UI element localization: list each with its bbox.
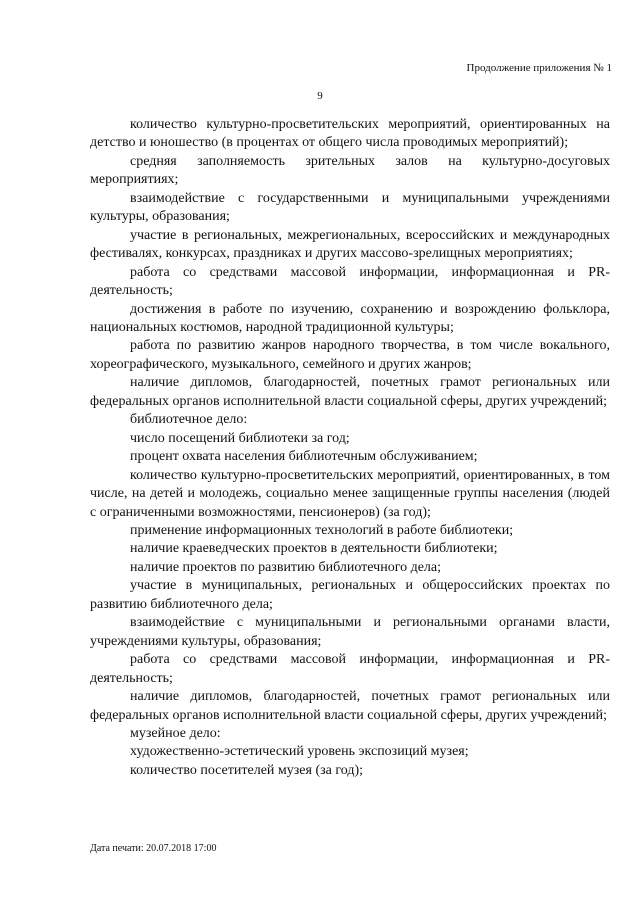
paragraph: взаимодействие с муниципальными и региональными органами власти, учреждениями культуры, образования; <box>90 615 610 649</box>
section-heading-library: библиотечное дело: <box>130 412 248 428</box>
paragraph: работа со средствами массовой информации, информационная и PR-деятельность; <box>90 264 610 299</box>
paragraph: наличие проектов по развитию библиотечного дела; <box>130 559 442 575</box>
section-heading-museum: музейное дело: <box>130 725 221 741</box>
paragraph: работа по развитию жанров народного творчества, в том числе вокального, хореографического, музыкального, семейного и других жанров; <box>90 338 610 372</box>
paragraph: наличие краеведческих проектов в деятельности библиотеки; <box>130 541 498 557</box>
paragraph: наличие дипломов, благодарностей, почетных грамот региональных или федеральных органов исполнительной власти социальной сферы, других учреждений; <box>90 689 610 723</box>
paragraph: взаимодействие с государственными и муниципальными учреждениями культуры, образования; <box>90 190 610 225</box>
paragraph: работа со средствами массовой информации, информационная и PR-деятельность; <box>90 652 610 686</box>
paragraph: количество посетителей музея (за год); <box>130 762 364 778</box>
paragraph: средняя заполняемость зрительных залов на культурно-досуговых мероприятиях; <box>90 153 610 188</box>
document-body <box>90 116 610 780</box>
paragraph: применение информационных технологий в работе библиотеки; <box>130 522 514 538</box>
paragraph: участие в региональных, межрегиональных, всероссийских и международных фестивалях, конкурсах, праздниках и других массово-зрелищных мероприятиях; <box>90 227 610 262</box>
paragraph: достижения в работе по изучению, сохранению и возрождению фольклора, национальных костюмов, народной традиционной культуры; <box>90 301 610 335</box>
paragraph: участие в муниципальных, региональных и общероссийских проектах по развитию библиотечного дела; <box>90 578 610 612</box>
paragraph: количество культурно-просветительских мероприятий, ориентированных на детство и юношество (в процентах от общего числа проводимых мероприятий); <box>90 117 610 151</box>
paragraph: количество культурно-просветительских мероприятий, ориентированных, в том числе, на детей и молодежь, социально менее защищенные группы населения (людей с ограниченными возможностями, пенсионеров) (за год); <box>90 467 610 520</box>
print-date-footer: Дата печати: 20.07.2018 17:00 <box>90 843 217 854</box>
paragraph: наличие дипломов, благодарностей, почетных грамот региональных или федеральных органов исполнительной власти социальной сферы, других учреждений; <box>90 375 610 409</box>
page-number: 9 <box>317 90 323 102</box>
paragraph: художественно-эстетический уровень экспозиций музея; <box>130 744 469 760</box>
paragraph: процент охвата населения библиотечным обслуживанием; <box>130 449 478 465</box>
appendix-continuation-note: Продолжение приложения № 1 <box>466 62 612 74</box>
paragraph: число посещений библиотеки за год; <box>130 430 350 446</box>
